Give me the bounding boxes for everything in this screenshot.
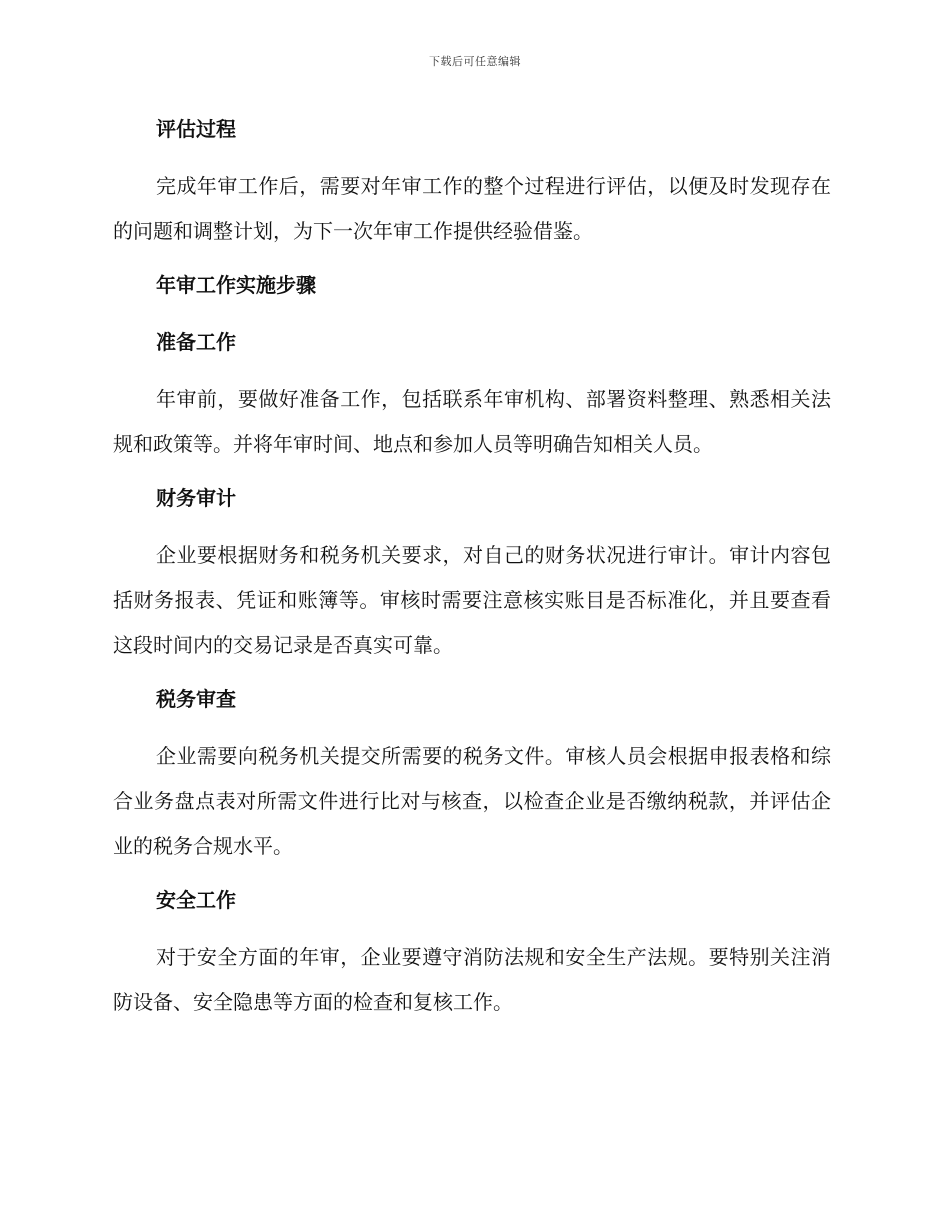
section-paragraph: 完成年审工作后，需要对年审工作的整个过程进行评估，以便及时发现存在的问题和调整计划，为下一次年审工作提供经验借鉴。 [113, 174, 831, 243]
subsection-paragraph: 年审前，要做好准备工作，包括联系年审机构、部署资料整理、熟悉相关法规和政策等。并将年审时间、地点和参加人员等明确告知相关人员。 [113, 387, 831, 456]
section-heading: 年审工作实施步骤 [156, 273, 316, 297]
section-heading: 评估过程 [156, 117, 236, 141]
subsection-paragraph: 对于安全方面的年审，企业要遵守消防法规和安全生产法规。要特别关注消防设备、安全隐患等方面的检查和复核工作。 [113, 945, 831, 1014]
page-header: 下载后可任意编辑 [429, 55, 521, 68]
subsection-paragraph: 企业需要向税务机关提交所需要的税务文件。审核人员会根据申报表格和综合业务盘点表对所需文件进行比对与核查，以检查企业是否缴纳税款，并评估企业的税务合规水平。 [113, 744, 831, 858]
subsection-heading: 准备工作 [156, 330, 236, 354]
subsection-paragraph: 企业要根据财务和税务机关要求，对自己的财务状况进行审计。审计内容包括财务报表、凭证和账簿等。审核时需要注意核实账目是否标准化，并且要查看这段时间内的交易记录是否真实可靠。 [113, 543, 831, 657]
subsection-heading: 财务审计 [156, 486, 236, 510]
subsection-heading: 税务审查 [156, 687, 236, 711]
document-body [113, 112, 831, 1039]
subsection-heading: 安全工作 [156, 888, 236, 912]
